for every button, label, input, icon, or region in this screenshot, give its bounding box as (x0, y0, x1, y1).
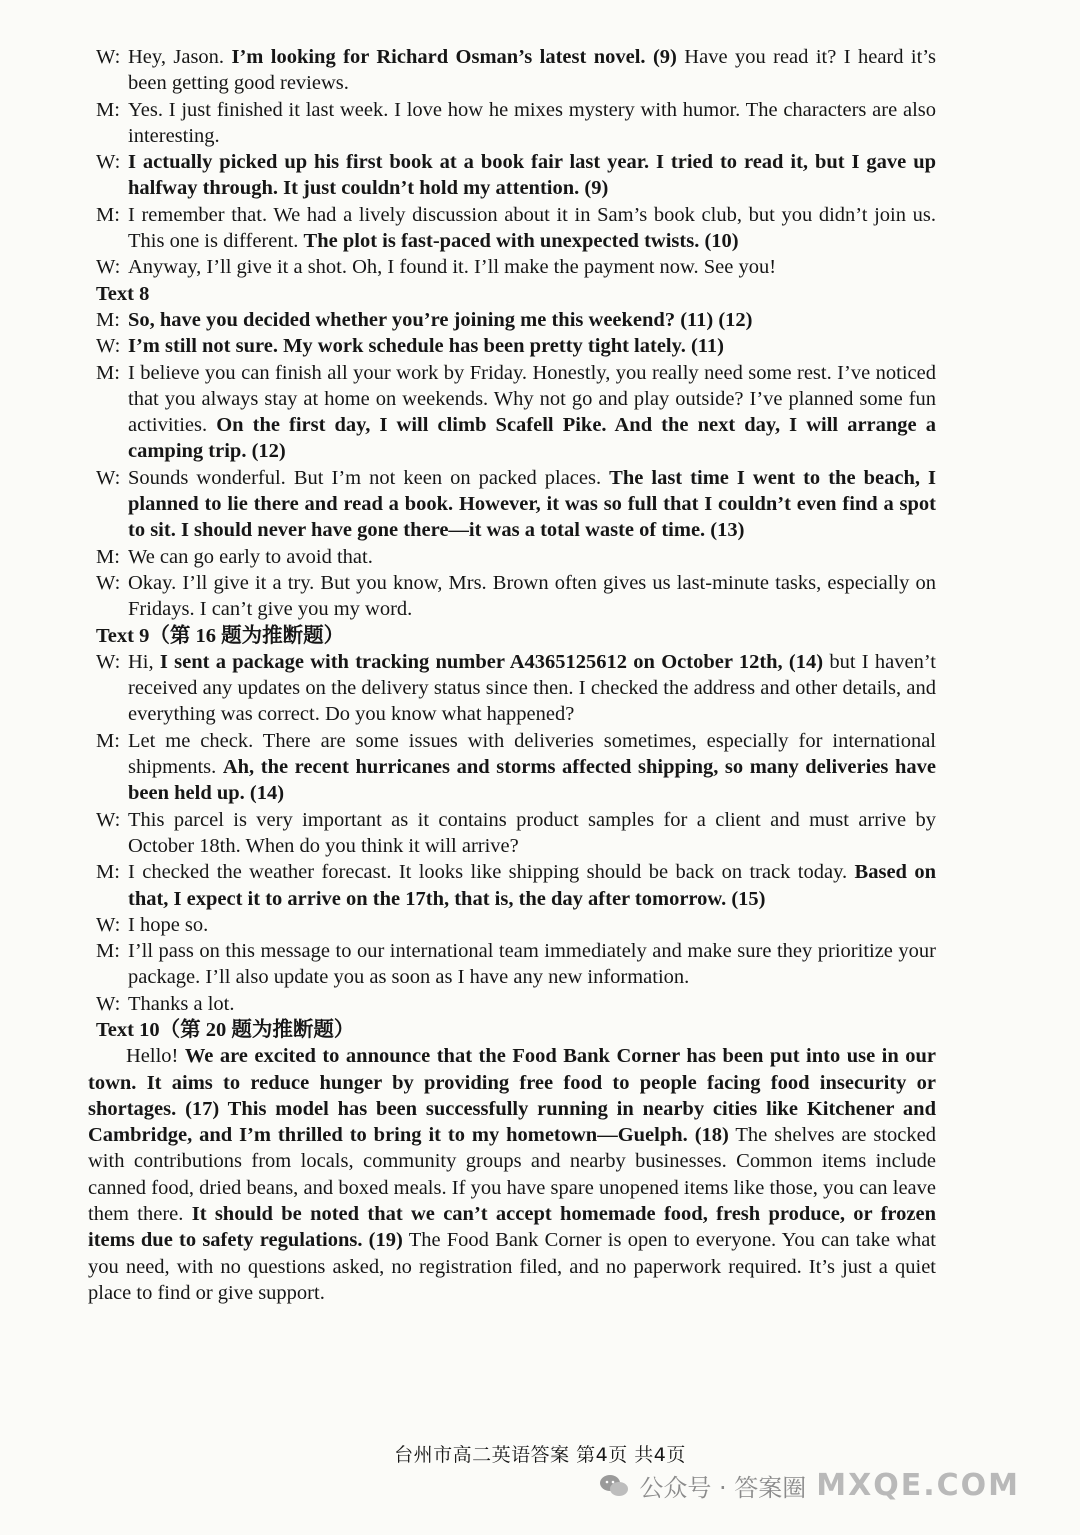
speaker-label: M: (96, 729, 120, 752)
dialogue-turn (96, 333, 936, 359)
answer-key-sentence: On the first day, I will climb Scafell Pike. And the next day, I will arrange a camping trip. (12) (128, 414, 936, 463)
speaker-label: W: (96, 466, 121, 489)
transcript-text: Hello! (126, 1045, 185, 1068)
transcript-text: Yes. I just finished it last week. I love how he mixes mystery with humor. The characters are also interesting. (128, 98, 936, 147)
dialogue-turn (96, 570, 936, 623)
dialogue-turn (96, 202, 936, 255)
transcript-text: Sounds wonderful. But I’m not keen on packed places. (128, 466, 610, 489)
turn-text (128, 912, 936, 938)
turn-text (128, 307, 936, 333)
turn-text (128, 570, 936, 623)
dialogue-turn (96, 465, 936, 544)
turn-text (128, 859, 936, 912)
turn-text (128, 544, 936, 570)
dialogue-turn (96, 649, 936, 728)
turn-text (128, 202, 936, 255)
speaker-label: M: (96, 861, 120, 884)
dialogue-turn (96, 991, 936, 1017)
answer-document (88, 44, 937, 1306)
transcript-text: The shelves are stocked with contributions from locals, community groups and nearby businesses. Common items include canned food, dried beans, and boxed meals. If you have spare unopened items like those, you can leave them there. (88, 1124, 937, 1226)
answer-key-sentence: Based on that, I expect it to arrive on the 17th, that is, the day after tomorrow. (15) (128, 861, 936, 910)
transcript-text: I checked the weather forecast. It looks like shipping should be back on track today. (128, 861, 855, 884)
speaker-label: M: (96, 98, 120, 121)
speaker-label: W: (96, 992, 121, 1015)
turn-text (128, 807, 936, 860)
transcript-text: Thanks a lot. (128, 992, 235, 1015)
transcript-text: Hey, Jason. (128, 46, 232, 68)
transcript-text: but I haven’t received any updates on the delivery status since then. I checked the address and other details, and everything was correct. Do you know what happened? (128, 650, 937, 726)
dialogue-turn (96, 254, 936, 280)
wechat-icon (599, 1473, 629, 1499)
speaker-label: W: (96, 256, 121, 279)
watermark (599, 1468, 1020, 1503)
answer-key-sentence: Ah, the recent hurricanes and storms affected shipping, so many deliveries have been held up. (14) (128, 756, 936, 805)
transcript-text: This parcel is very important as it contains product samples for a client and must arrive by October 18th. When do you think it will arrive? (128, 808, 936, 857)
dialogue-turn (96, 544, 936, 570)
dialogue-turn (96, 912, 936, 938)
text7-dialogue (96, 44, 936, 281)
speaker-label: W: (96, 335, 121, 358)
speaker-label: W: (96, 913, 121, 936)
answer-key-sentence: I’m still not sure. My work schedule has been pretty tight lately. (11) (128, 335, 725, 358)
speaker-label: W: (96, 808, 121, 831)
answer-key-sentence: I actually picked up his first book at a book fair last year. I tried to read it, but I gave up halfway through. It just couldn’t hold my attention. (9) (128, 151, 936, 200)
turn-text (128, 254, 936, 280)
turn-text (128, 991, 936, 1017)
answer-key-sentence: The plot is fast-paced with unexpected twists. (10) (303, 230, 739, 253)
turn-text (128, 149, 936, 202)
text8-dialogue (96, 307, 936, 623)
transcript-text: Let me check. There are some issues with deliveries sometimes, especially for international shipments. (128, 729, 936, 779)
turn-text (128, 97, 936, 150)
transcript-text: We can go early to avoid that. (128, 545, 373, 568)
speaker-label: M: (96, 361, 120, 384)
answer-key-sentence: So, have you decided whether you’re joining me this weekend? (11) (12) (128, 308, 753, 331)
speaker-label: W: (96, 650, 121, 673)
speaker-label: M: (96, 545, 120, 568)
speaker-label: W: (96, 151, 121, 174)
dialogue-turn (96, 938, 936, 991)
dialogue-turn (96, 149, 936, 202)
dialogue-turn (96, 44, 936, 97)
text10-passage (88, 1043, 936, 1306)
turn-text (128, 44, 936, 97)
text9-heading: Text 9（第 16 题为推断题） (96, 624, 345, 647)
speaker-label: W: (96, 571, 121, 594)
speaker-label: M: (96, 308, 120, 331)
answer-key-sentence: We are excited to announce that the Food Bank Corner has been put into use in our town. It aims to reduce hunger by providing free food to people facing food insecurity or shortages. (17) This model has been successfully running in nearby cities like Kitchener and Cambridge, and I’m thrilled to bring it to my hometown—Guelph. (18) (88, 1045, 937, 1147)
speaker-label: M: (96, 203, 120, 226)
dialogue-turn (96, 360, 936, 465)
page-footer: 台州市高二英语答案 第4页 共4页 (394, 1444, 686, 1466)
speaker-label: W: (96, 46, 121, 68)
transcript-text: I remember that. We had a lively discussion about it in Sam’s book club, but you didn’t join us. This one is different. (128, 203, 936, 253)
transcript-text: The Food Bank Corner is open to everyone. You can take what you need, with no questions asked, no registration filed, and no paperwork required. It’s just a quiet place to find or give support. (88, 1229, 936, 1304)
text8-heading: Text 8 (96, 282, 150, 305)
text9-dialogue (96, 649, 936, 1017)
transcript-text: I believe you can finish all your work by Friday. Honestly, you really need some rest. I’ve noticed that you always stay at home on weekends. Why not go and play outside? I’ve planned some fun activities. (128, 361, 936, 437)
turn-text (128, 938, 936, 991)
turn-text (128, 360, 936, 465)
text10-heading: Text 10（第 20 题为推断题） (96, 1018, 355, 1041)
transcript-text: I hope so. (128, 913, 209, 936)
watermark-label: 公众号 · 答案圈 (639, 1474, 807, 1502)
turn-text (128, 465, 936, 544)
dialogue-turn (96, 728, 936, 807)
turn-text (128, 333, 936, 359)
dialogue-turn (96, 859, 936, 912)
watermark-logo: MXQE.COM (816, 1468, 1020, 1503)
transcript-text: I’ll pass on this message to our international team immediately and make sure they prioritize your package. I’ll also update you as soon as I have any new information. (128, 940, 936, 989)
transcript-text: Anyway, I’ll give it a shot. Oh, I found it. I’ll make the payment now. See you! (128, 256, 777, 279)
turn-text (128, 649, 936, 728)
turn-text (128, 728, 936, 807)
answer-key-sentence: The last time I went to the beach, I planned to lie there and read a book. However, it was so full that I couldn’t even find a spot to sit. I should never have gone there—it was a total waste of time. (13) (128, 466, 936, 542)
speaker-label: M: (96, 940, 120, 963)
dialogue-turn (96, 307, 936, 333)
transcript-text: Hi, (128, 650, 160, 673)
answer-key-sentence: I’m looking for Richard Osman’s latest novel. (9) (231, 46, 677, 68)
dialogue-turn (96, 807, 936, 860)
dialogue-turn (96, 97, 936, 150)
answer-key-sentence: It should be noted that we can’t accept homemade food, fresh produce, or frozen items due to safety regulations. (19) (88, 1203, 936, 1252)
transcript-text: Have you read it? I heard it’s been getting good reviews. (128, 46, 936, 95)
transcript-text: Okay. I’ll give it a try. But you know, Mrs. Brown often gives us last-minute tasks, especially on Fridays. I can’t give you my word. (128, 571, 936, 621)
answer-key-sentence: I sent a package with tracking number A4365125612 on October 12th, (14) (159, 650, 824, 673)
